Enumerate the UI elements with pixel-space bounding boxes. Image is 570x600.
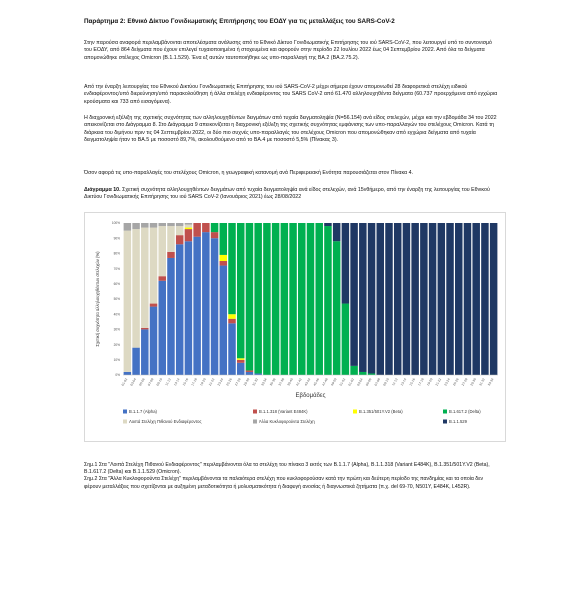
bar-segment (350, 223, 358, 366)
paragraph-3: Η διαχρονική εξέλιξη της σχετικής συχνότητας των αλληλουχηθέντων δειγμάτων από τυχαία δειγματοληψία (N=56.154) ανά είδος στελεχών, μέχρι και την εβδομάδα 34 του 2022 απεικονίζεται στο Διάγραμμα 8. Στο Διάγραμμα 9 απεικονίζεται η διαχρονική εξέλιξη της σχετικής συχνότητας εμφάνισης των υπο-παραλλαγών του στελέχους Omicron. Κατά τη διάρκεια του διμήνου πριν τις 04 Σεπτεμβρίου 2022, οι δύο πιο συχνές υπο-παραλλαγές του στελέχους Omicron που απομονώθηκαν από εγχώρια δείγματα από τυχαία δειγματοληψία ήταν το BA.5 με ποσοστό 89,7%, ακολουθούμενο από το BA.4 με ποσοστό 5,5% (Πίνακας 3). (84, 115, 497, 144)
bar-segment (220, 261, 228, 266)
x-tick-label: 03-04 (129, 377, 137, 387)
bar-segment (211, 232, 219, 238)
bar-segment (211, 238, 219, 375)
bar-segment (342, 304, 350, 375)
x-tick-label: 31-32 (251, 377, 260, 387)
x-tick-label: 27-28 (460, 377, 469, 387)
bar-segment (185, 229, 193, 241)
x-tick-label: 17-18 (190, 377, 198, 387)
footnote-1: Σημ.1 Στα "Λοιπά Στελέχη Πιθανού Ενδιαφέροντος" περιλαμβάνονται όλα τα στελέχη του πίνακα 3 εκτός των B.1.1.7 (Alpha), B.1.1.318 (Variant E484K), B.1.351/501Y.V2 (Beta), B.1.617.2 (Delta) και B.1.1.529 (Omicron). (84, 462, 490, 476)
y-tick-label: 60% (113, 282, 120, 286)
x-tick-label: 11-12 (391, 377, 399, 387)
y-tick-label: 80% (113, 251, 120, 256)
bar-segment (246, 223, 254, 370)
bar-segment (385, 223, 393, 375)
legend-label: B.1.1.7 (Alpha) (129, 409, 157, 414)
y-tick-label: 50% (113, 297, 120, 302)
x-tick-label: 49-50 (329, 377, 338, 387)
x-tick-label: 33-34 (486, 377, 495, 387)
bar-segment (403, 223, 411, 375)
y-tick-label: 100% (111, 221, 120, 226)
legend-label: Άλλα Κυκλοφορούντα Στελέχη (259, 419, 315, 424)
page-title: Παράρτημα 2: Εθνικό Δίκτυο Γονιδιωματικής Επιτήρησης του ΕΟΔΥ για τις μεταλλάξεις του SARS-CoV-2 (84, 18, 395, 25)
legend-swatch (253, 420, 257, 424)
bar-segment (246, 372, 254, 375)
y-tick-label: 40% (113, 312, 120, 317)
bar-segment (394, 223, 402, 375)
y-tick-label: 70% (113, 266, 120, 271)
bar-segment (158, 276, 166, 281)
figure-caption (84, 187, 500, 202)
bar-segment (246, 370, 254, 372)
bar-segment (185, 225, 193, 228)
bar-segment (324, 223, 332, 226)
bar-segment (202, 223, 210, 232)
bar-segment (141, 329, 149, 375)
x-tick-label: 09-10 (382, 377, 390, 387)
y-tick-label: 30% (113, 327, 120, 332)
bar-segment (350, 366, 358, 375)
bar-segment (333, 223, 341, 241)
bar-segment (228, 223, 236, 314)
bar-segment (124, 372, 132, 375)
bar-segment (158, 281, 166, 375)
bar-segment (167, 226, 175, 252)
bar-segment (272, 223, 280, 375)
bar-segment (237, 358, 245, 360)
legend-swatch (123, 410, 127, 414)
x-tick-label: 19-20 (199, 377, 207, 387)
bar-segment (211, 223, 219, 232)
y-tick-label: 10% (113, 358, 120, 362)
bar-segment (185, 223, 193, 225)
bar-segment (167, 258, 175, 375)
x-tick-label: 47-48 (321, 377, 329, 387)
bar-segment (377, 223, 385, 375)
figure-label: Διάγραμμα 10. (84, 187, 121, 193)
legend-label: B.1.1.318 (Variant E484K) (259, 409, 308, 414)
x-tick-label: 25-26 (225, 377, 233, 387)
bar-segment (220, 266, 228, 375)
bar-segment (193, 223, 201, 237)
bar-segment (185, 228, 193, 230)
bar-segment (150, 228, 158, 304)
bar-segment (167, 223, 175, 226)
x-tick-label: 07-08 (373, 377, 382, 387)
legend-label: Λοιπά Στελέχη Πιθανού Ενδιαφέροντος (129, 419, 202, 424)
bar-segment (141, 223, 149, 228)
x-tick-label: 27-28 (234, 377, 242, 387)
bar-segment (472, 223, 480, 375)
x-tick-label: 13-14 (399, 377, 408, 387)
chart-container (84, 212, 506, 442)
bar-segment (132, 229, 140, 348)
paragraph-4: Όσον αφορά τις υπο-παραλλαγές του στελέχους Omicron, η γεωγραφική κατανομή ανά Περιφερειακή Ενότητα παρουσιάζεται στον Πίνακα 4. (84, 170, 413, 176)
x-tick-label: 05-06 (364, 377, 373, 387)
bar-segment (237, 223, 245, 358)
bar-segment (150, 304, 158, 307)
bar-segment (167, 252, 175, 258)
bar-segment (333, 241, 341, 375)
bar-segment (202, 232, 210, 375)
bar-segment (220, 255, 228, 261)
bar-segment (141, 228, 149, 328)
bar-segment (193, 237, 201, 375)
x-tick-label: 01-02 (347, 377, 355, 387)
x-tick-label: 51-52 (338, 377, 347, 387)
x-tick-label: 05-06 (138, 377, 146, 387)
x-tick-label: 09-10 (155, 377, 164, 387)
figure-caption-text: Σχετική συχνότητα αλληλουχηθέντων δειγμάτων από τυχαία δειγματοληψία ανά είδος στελεχών, ανά 15νθήμερο, από την έναρξη της λειτουργίας του Εθνικού Δικτύου Γονιδιωματικής Επιτήρησης του ιού SARS CoV-2 (Ιανουάριος 2021) έως 28/08/2022 (84, 187, 490, 201)
bar-segment (464, 223, 472, 375)
bar-segment (298, 223, 306, 375)
legend-label: B.1.1.529 (449, 419, 467, 424)
x-axis-label: Εβδομάδες (295, 393, 326, 399)
bar-segment (368, 223, 376, 373)
bar-segment (237, 363, 245, 375)
y-tick-label: 90% (113, 236, 120, 241)
footnotes (84, 462, 500, 491)
bar-segment (359, 372, 367, 375)
bar-segment (281, 223, 289, 375)
bar-segment (289, 223, 297, 375)
bar-segment (141, 328, 149, 330)
bar-segment (359, 223, 367, 372)
x-tick-label: 25-26 (452, 377, 460, 387)
y-axis-label: Σχετική συχνότητα αλληλουχηθέντων στελεχών (%) (95, 251, 100, 347)
x-tick-label: 33-34 (260, 377, 268, 387)
x-tick-label: 11-12 (164, 377, 172, 387)
x-tick-label: 17-18 (417, 377, 425, 387)
x-tick-label: 23-24 (443, 377, 451, 387)
bar-segment (228, 323, 236, 375)
bar-segment (315, 223, 323, 375)
bar-segment (307, 223, 315, 375)
x-tick-label: 35-36 (268, 377, 277, 387)
x-tick-label: 23-24 (216, 377, 225, 387)
x-tick-label: 21-22 (207, 377, 216, 387)
x-tick-label: 01-02 (120, 377, 129, 387)
bar-segment (254, 223, 261, 373)
x-tick-label: 07-08 (146, 377, 155, 387)
x-tick-label: 03-04 (356, 377, 364, 387)
bar-segment (150, 223, 158, 228)
x-tick-label: 29-30 (469, 377, 478, 387)
bar-segment (429, 223, 437, 375)
bar-segment (132, 348, 140, 375)
x-tick-label: 41-42 (295, 377, 303, 387)
bar-segment (176, 244, 184, 375)
bar-segment (411, 223, 419, 375)
bar-segment (490, 223, 498, 375)
legend-swatch (353, 410, 357, 414)
bar-segment (220, 223, 228, 255)
y-tick-label: 20% (113, 342, 120, 347)
bar-segment (176, 226, 184, 235)
bar-segment (263, 223, 271, 375)
legend-swatch (123, 420, 127, 424)
bar-segment (150, 307, 158, 375)
bar-segment (324, 226, 332, 375)
bar-segment (228, 319, 236, 324)
legend-label: B.1.351/501Y.V2 (Beta) (359, 409, 403, 414)
paragraph-2: Από την έναρξη λειτουργίας του Εθνικού Δικτύου Γονιδιωματικής Επιτήρησης του ιού SARS-CoV-2 μέχρι σήμερα έχουν απομονωθεί 28 διαφορετικά στελέχη ειδικού ενδιαφέροντος/υπό διερεύνηση/υπό παρακολούθηση ή άλλα στελέχη ενδιαφέροντος του SARS CoV-2 από 61.470 αλληλουχηθέντα δείγματα (60.737 προερχόμενα από εγχώρια κρούσματα και 733 από εισαγόμενα). (84, 84, 498, 105)
bar-segment (446, 223, 454, 375)
legend-label: B.1.617.2 (Delta) (449, 409, 481, 414)
footnote-2: Σημ.2 Στα "Άλλα Κυκλοφορούντα Στελέχη" περιλαμβάνονται τα παλαιότερα στελέχη που κυκλοφορούσαν κατά την πρώτη και δεύτερη περίοδο της πανδημίας και τα οποία δεν φέρουν μεταλλάξεις που σχετίζονται με αυξημένη μεταδοτικότητα ή μολυσματικότητα ή διαφυγή ανοσίας ή διαγνωστικά ζητήματα (π.χ. del 69-70, N501Y, E484K, L452R). (84, 476, 484, 490)
bar-segment (124, 231, 132, 372)
stacked-bar-chart (85, 213, 505, 441)
bar-segment (481, 223, 489, 375)
x-tick-label: 15-16 (408, 377, 417, 387)
x-tick-label: 19-20 (425, 377, 434, 387)
x-tick-label: 21-22 (434, 377, 443, 387)
x-tick-label: 13-14 (173, 377, 181, 387)
bar-segment (455, 223, 463, 375)
bar-segment (185, 241, 193, 375)
bar-segment (342, 223, 350, 304)
x-tick-label: 29-30 (242, 377, 251, 387)
bar-segment (420, 223, 428, 375)
x-tick-label: 31-32 (478, 377, 486, 387)
bar-segment (176, 235, 184, 244)
bar-segment (158, 223, 166, 226)
bar-segment (438, 223, 446, 375)
x-tick-label: 15-16 (181, 377, 190, 387)
x-tick-label: 43-44 (303, 377, 312, 387)
bar-segment (124, 223, 132, 231)
legend-swatch (443, 420, 447, 424)
x-tick-label: 37-38 (277, 377, 286, 387)
x-tick-label: 39-40 (286, 377, 294, 387)
legend-swatch (443, 410, 447, 414)
bar-segment (237, 360, 245, 363)
paragraph-1: Στην παρούσα αναφορά περιλαμβάνονται αποτελέσματα ανάλυσης από το Εθνικό Δίκτυο Γονιδιωματικής Επιτήρησης του ιού SARS-CoV-2, που λειτουργεί υπό το συντονισμό του ΕΟΔΥ, από 864 δείγματα που έχουν επιλεγεί τυχαιοποιημένα ή στοχευμένα και αφορούν στην περίοδο 22 Ιουλίου 2022 έως 04 Σεπτεμβρίου 2022. Από όλα τα δείγματα απομονώθηκε στέλεχος Omicron (B.1.1.529). Ένα εξ αυτών ταυτοποιήθηκε ως υπο-παραλλαγή της BA.2 (BA.2.75.2). (84, 40, 492, 61)
x-tick-label: 45-46 (312, 377, 321, 387)
bar-segment (228, 314, 236, 319)
y-tick-label: 0% (115, 373, 120, 378)
bar-segment (132, 223, 140, 229)
legend-swatch (253, 410, 257, 414)
bar-segment (158, 226, 166, 276)
bar-segment (176, 223, 184, 226)
